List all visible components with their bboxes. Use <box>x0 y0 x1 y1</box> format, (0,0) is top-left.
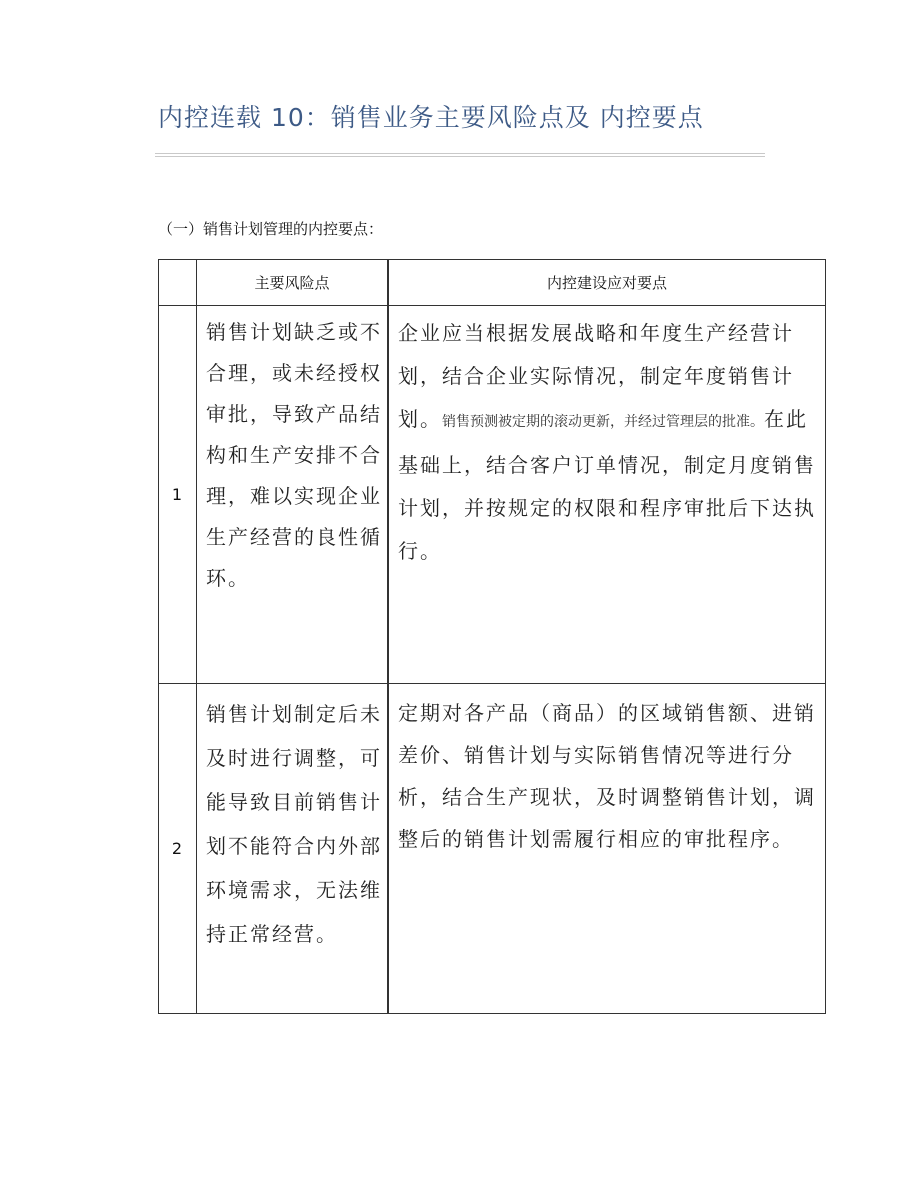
header-control: 内控建设应对要点 <box>546 273 667 292</box>
header-risk: 主要风险点 <box>254 273 330 292</box>
risk-text-1: 销售计划缺乏或不合理，或未经授权审批，导致产品结构和生产安排不合理，难以实现企业生产经营的良性循环。 <box>206 320 382 590</box>
row-number-2: 2 <box>171 839 183 858</box>
column-divider-number <box>196 259 197 1014</box>
control-text-1-part1: 企业应当根据发展战略和年度生产经营计划，结合企业实际情况，制定年度销售计划。 <box>398 321 794 431</box>
control-text-1 <box>398 312 818 573</box>
table-border-bottom <box>158 1013 826 1014</box>
row-number-1: 1 <box>171 485 183 504</box>
risk-control-table <box>158 259 826 1014</box>
control-text-2: 定期对各产品（商品）的区域销售额、进销差价、销售计划与实际销售情况等进行分析，结合生产现状，及时调整销售计划，调整后的销售计划需履行相应的审批程序。 <box>398 701 816 851</box>
row-divider <box>158 683 826 684</box>
control-text-1-part2: 在此基础上，结合客户订单情况，制定月度销售计划，并按规定的权限和程序审批后下达执行。 <box>398 407 816 563</box>
header-divider <box>158 305 826 306</box>
page-title: 内控连载 10：销售业务主要风险点及 内控要点 <box>158 103 704 132</box>
table-border-right <box>825 259 826 1014</box>
section-heading: （一）销售计划管理的内控要点： <box>158 220 384 238</box>
column-divider-risk <box>387 259 389 1014</box>
control-text-1-note: 销售预测被定期的滚动更新，并经过管理层的批准。 <box>442 414 764 430</box>
risk-text-2: 销售计划制定后未及时进行调整，可能导致目前销售计划不能符合内外部环境需求，无法维持正常经营。 <box>206 702 382 946</box>
title-divider <box>155 153 765 157</box>
